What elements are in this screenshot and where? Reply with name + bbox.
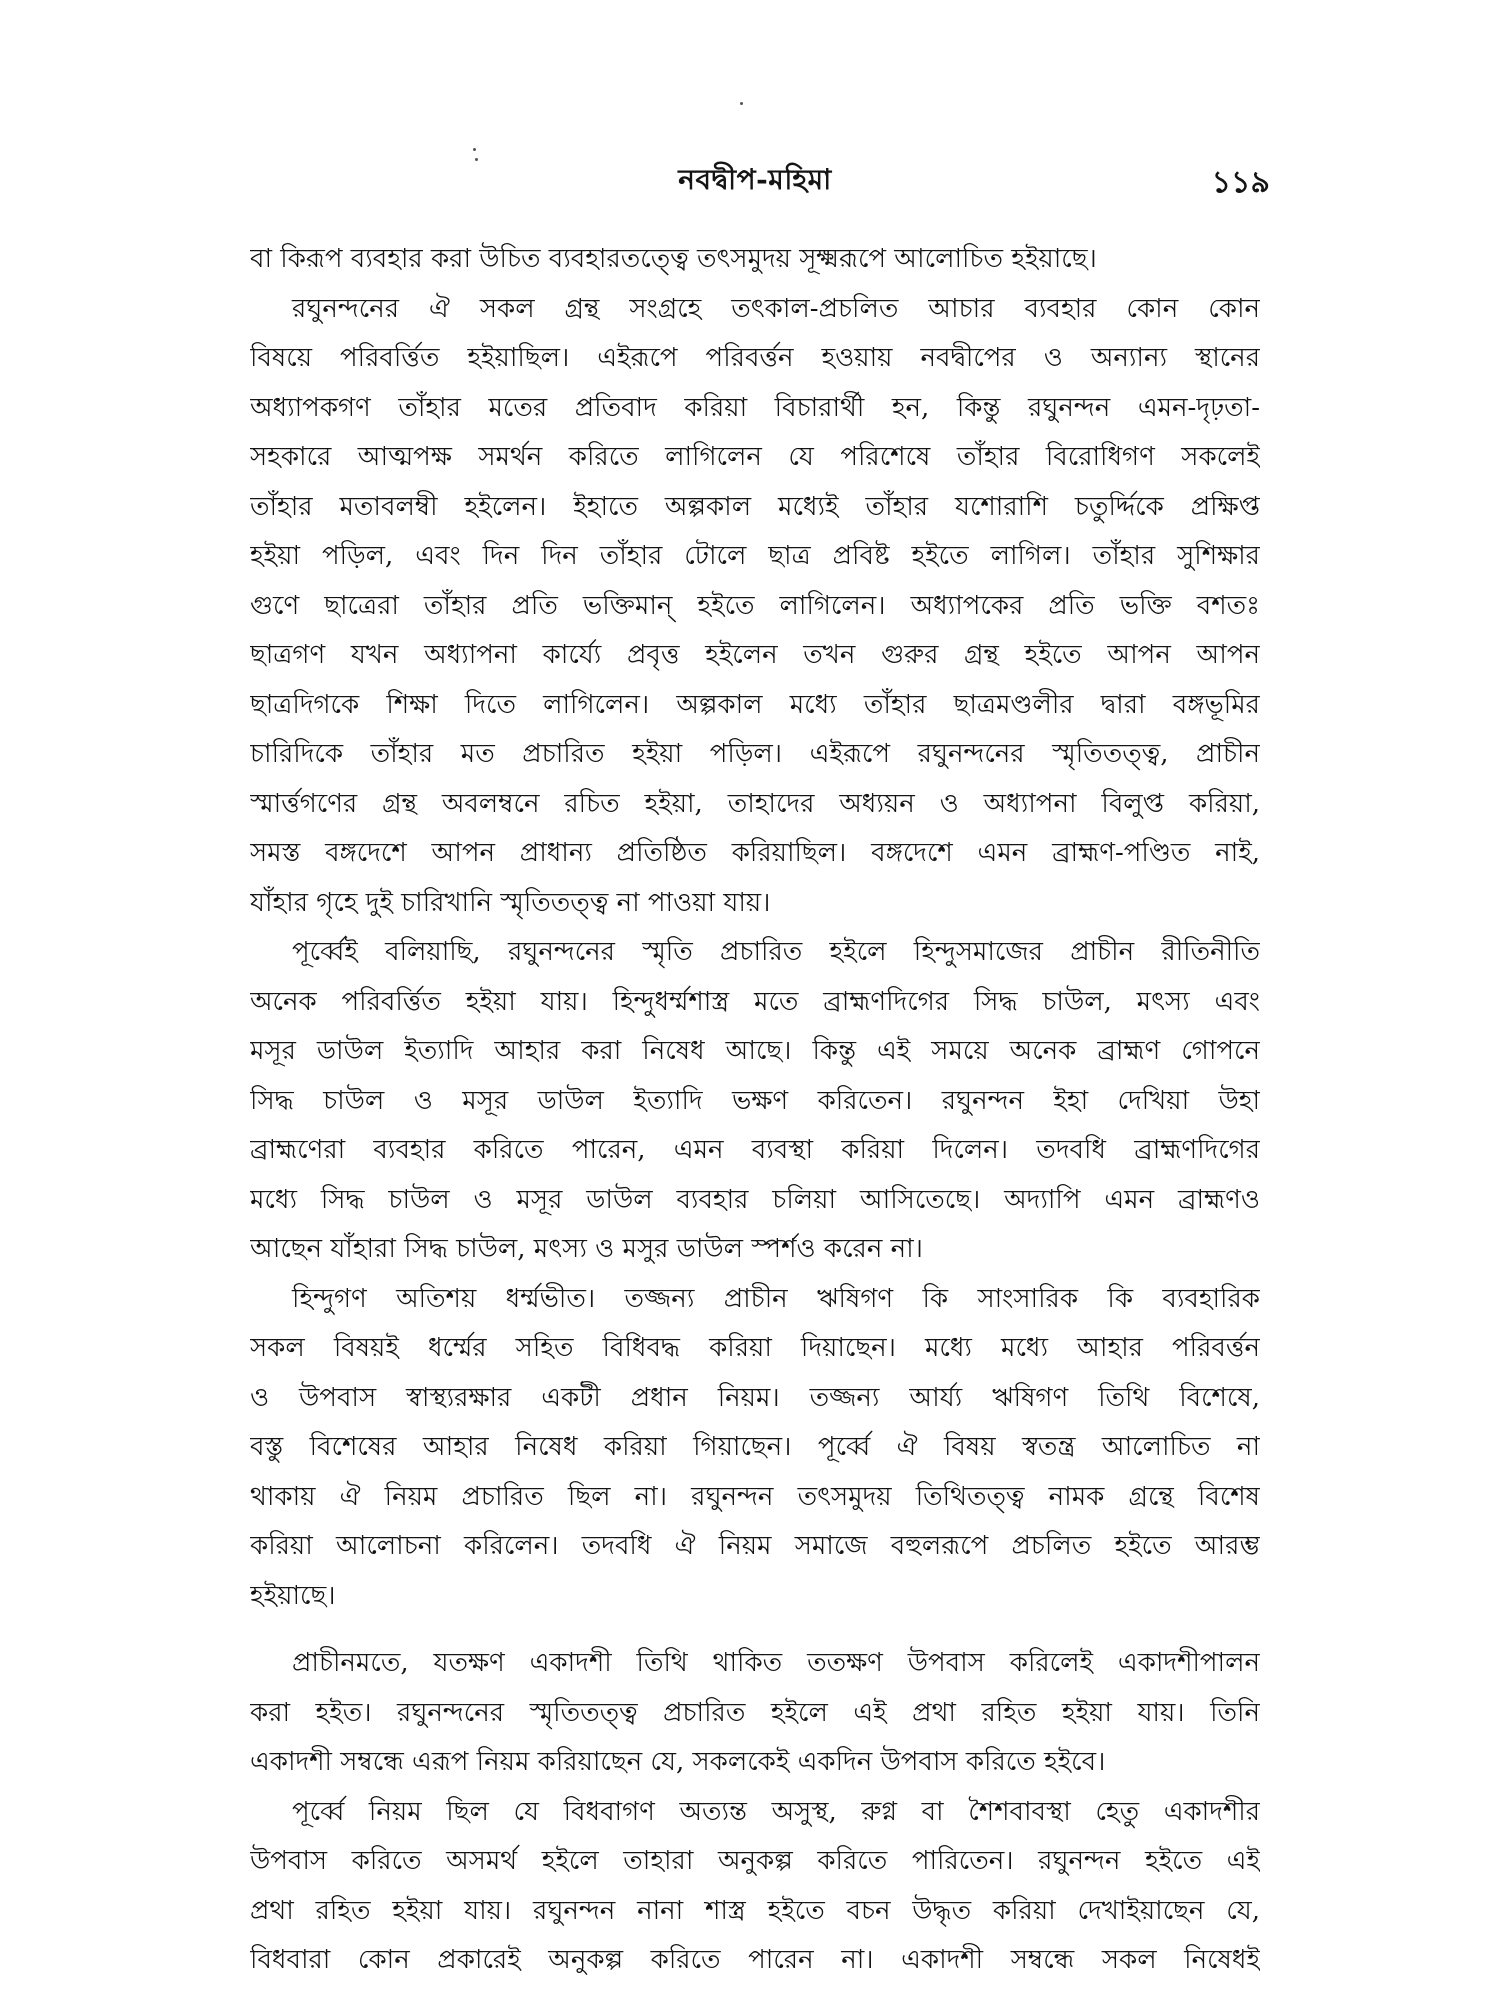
text-line: মসূর ডাউল ইত্যাদি আহার করা নিষেধ আছে। কিন্তু এই সময়ে অনেক ব্রাহ্মণ গোপনে	[250, 1036, 1260, 1066]
text-line: বা কিরূপ ব্যবহার করা উচিত ব্যবহারতত্ত্বে তৎসমুদয় সূক্ষ্মরূপে আলোচিত হইয়াছে।	[250, 244, 1097, 274]
text-line: বিষয়ে পরিবর্ত্তিত হইয়াছিল। এইরূপে পরিবর্ত্তন হওয়ায় নবদ্বীপের ও অন্যান্য স্থানের	[250, 343, 1260, 373]
text-line: ও উপবাস স্বাস্থ্যরক্ষার একটী প্রধান নিয়ম। তজ্জন্য আর্য্য ঋষিগণ তিথি বিশেষে,	[250, 1382, 1260, 1413]
text-line: চারিদিকে তাঁহার মত প্রচারিত হইয়া পড়িল। এইরূপে রঘুনন্দনের স্মৃতিতত্ত্ব, প্রাচীন	[250, 739, 1260, 769]
text-line: সকল বিষয়ই ধর্ম্মের সহিত বিধিবদ্ধ করিয়া দিয়াছেন। মধ্যে মধ্যে আহার পরিবর্ত্তন	[250, 1333, 1260, 1363]
paragraph	[250, 1788, 1260, 1986]
body-text	[250, 235, 1260, 1986]
paragraph	[250, 235, 1260, 285]
text-line: ছাত্রগণ যখন অধ্যাপনা কার্য্যে প্রবৃত্ত হইলেন তখন গুরুর গ্রন্থ হইতে আপন আপন	[250, 640, 1260, 670]
text-line: একাদশী সম্বন্ধে এরূপ নিয়ম করিয়াছেন যে, সকলকেই একদিন উপবাস করিতে হইবে।	[250, 1747, 1106, 1777]
text-line: করিয়া আলোচনা করিলেন। তদবধি ঐ নিয়ম সমাজে বহুলরূপে প্রচলিত হইতে আরম্ভ	[250, 1531, 1260, 1561]
text-line: সিদ্ধ চাউল ও মসূর ডাউল ইত্যাদি ভক্ষণ করিতেন। রঘুনন্দন ইহা দেখিয়া উহা	[250, 1085, 1260, 1116]
text-line: বিধবারা কোন প্রকারেই অনুকল্প করিতে পারেন না। একাদশী সম্বন্ধে সকল নিষেধই	[250, 1945, 1260, 1975]
text-line: সমস্ত বঙ্গদেশে আপন প্রাধান্য প্রতিষ্ঠিত করিয়াছিল। বঙ্গদেশে এমন ব্রাহ্মণ-পণ্ডিত নাই,	[250, 838, 1260, 868]
text-line: তাঁহার মতাবলম্বী হইলেন। ইহাতে অল্পকাল মধ্যেই তাঁহার যশোরাশি চতুর্দ্দিকে প্রক্ষিপ্ত	[250, 491, 1260, 522]
text-line: হিন্দুগণ অতিশয় ধর্ম্মভীত। তজ্জন্য প্রাচীন ঋষিগণ কি সাংসারিক কি ব্যবহারিক	[292, 1283, 1260, 1314]
print-speck	[473, 148, 476, 151]
text-line: বস্তু বিশেষের আহার নিষেধ করিয়া গিয়াছেন। পূর্ব্বে ঐ বিষয় স্বতন্ত্র আলোচিত না	[250, 1432, 1260, 1462]
text-line: হইয়াছে।	[250, 1580, 336, 1611]
text-line: পূর্ব্বেই বলিয়াছি, রঘুনন্দনের স্মৃতি প্রচারিত হইলে হিন্দুসমাজের প্রাচীন রীতিনীতি	[292, 937, 1260, 967]
text-line: অনেক পরিবর্ত্তিত হইয়া যায়। হিন্দুধর্ম্মশাস্ত্র মতে ব্রাহ্মণদিগের সিদ্ধ চাউল, মৎস্য এবং	[250, 986, 1260, 1017]
text-line: স্মার্ত্তগণের গ্রন্থ অবলম্বনে রচিত হইয়া, তাহাদের অধ্যয়ন ও অধ্যাপনা বিলুপ্ত করিয়া,	[250, 788, 1260, 819]
text-line: অধ্যাপকগণ তাঁহার মতের প্রতিবাদ করিয়া বিচারার্থী হন, কিন্তু রঘুনন্দন এমন-দৃঢ়তা-	[250, 392, 1260, 423]
text-line: প্রাচীনমতে, যতক্ষণ একাদশী তিথি থাকিত ততক্ষণ উপবাস করিলেই একাদশীপালন	[292, 1648, 1260, 1678]
text-line: আছেন যাঁহারা সিদ্ধ চাউল, মৎস্য ও মসুর ডাউল স্পর্শও করেন না।	[250, 1234, 923, 1264]
text-line: ব্রাহ্মণেরা ব্যবহার করিতে পারেন, এমন ব্যবস্থা করিয়া দিলেন। তদবধি ব্রাহ্মণদিগের	[250, 1135, 1260, 1165]
paragraph-gap	[250, 1621, 1260, 1639]
text-line: রঘুনন্দনের ঐ সকল গ্রন্থ সংগ্রহে তৎকাল-প্রচলিত আচার ব্যবহার কোন কোন	[292, 293, 1260, 324]
text-line: পূর্ব্বে নিয়ম ছিল যে বিধবাগণ অত্যন্ত অসুস্থ, রুগ্ন বা শৈশবাবস্থা হেতু একাদশীর	[292, 1796, 1260, 1827]
text-line: উপবাস করিতে অসমর্থ হইলে তাহারা অনুকল্প করিতে পারিতেন। রঘুনন্দন হইতে এই	[250, 1846, 1260, 1876]
text-line: প্রথা রহিত হইয়া যায়। রঘুনন্দন নানা শাস্ত্র হইতে বচন উদ্ধৃত করিয়া দেখাইয়াছেন যে,	[250, 1895, 1260, 1926]
paragraph	[250, 1639, 1260, 1788]
text-line: গুণে ছাত্রেরা তাঁহার প্রতি ভক্তিমান্ হইতে লাগিলেন। অধ্যাপকের প্রতি ভক্তি বশতঃ	[250, 590, 1260, 621]
text-line: থাকায় ঐ নিয়ম প্রচারিত ছিল না। রঘুনন্দন তৎসমুদয় তিথিতত্ত্ব নামক গ্রন্থে বিশেষ	[250, 1481, 1260, 1512]
running-head: নবদ্বীপ-মহিমা	[678, 163, 832, 196]
text-line: করা হইত। রঘুনন্দনের স্মৃতিতত্ত্ব প্রচারিত হইলে এই প্রথা রহিত হইয়া যায়। তিনি	[250, 1697, 1260, 1728]
text-line: ছাত্রদিগকে শিক্ষা দিতে লাগিলেন। অল্পকাল মধ্যে তাঁহার ছাত্রমণ্ডলীর দ্বারা বঙ্গভূমির	[250, 689, 1260, 720]
page-header	[240, 158, 1270, 206]
print-speck	[740, 102, 743, 105]
page-number: ১১৯	[1211, 165, 1270, 200]
text-line: মধ্যে সিদ্ধ চাউল ও মসূর ডাউল ব্যবহার চলিয়া আসিতেছে। অদ্যাপি এমন ব্রাহ্মণও	[250, 1184, 1260, 1215]
paragraph	[250, 1275, 1260, 1622]
text-line: সহকারে আত্মপক্ষ সমর্থন করিতে লাগিলেন যে পরিশেষে তাঁহার বিরোধিগণ সকলেই	[250, 442, 1260, 472]
text-line: যাঁহার গৃহে দুই চারিখানি স্মৃতিতত্ত্ব না পাওয়া যায়।	[250, 887, 771, 918]
paragraph	[250, 928, 1260, 1275]
paragraph	[250, 285, 1260, 929]
text-line: হইয়া পড়িল, এবং দিন দিন তাঁহার টোলে ছাত্র প্রবিষ্ট হইতে লাগিল। তাঁহার সুশিক্ষার	[250, 541, 1260, 571]
